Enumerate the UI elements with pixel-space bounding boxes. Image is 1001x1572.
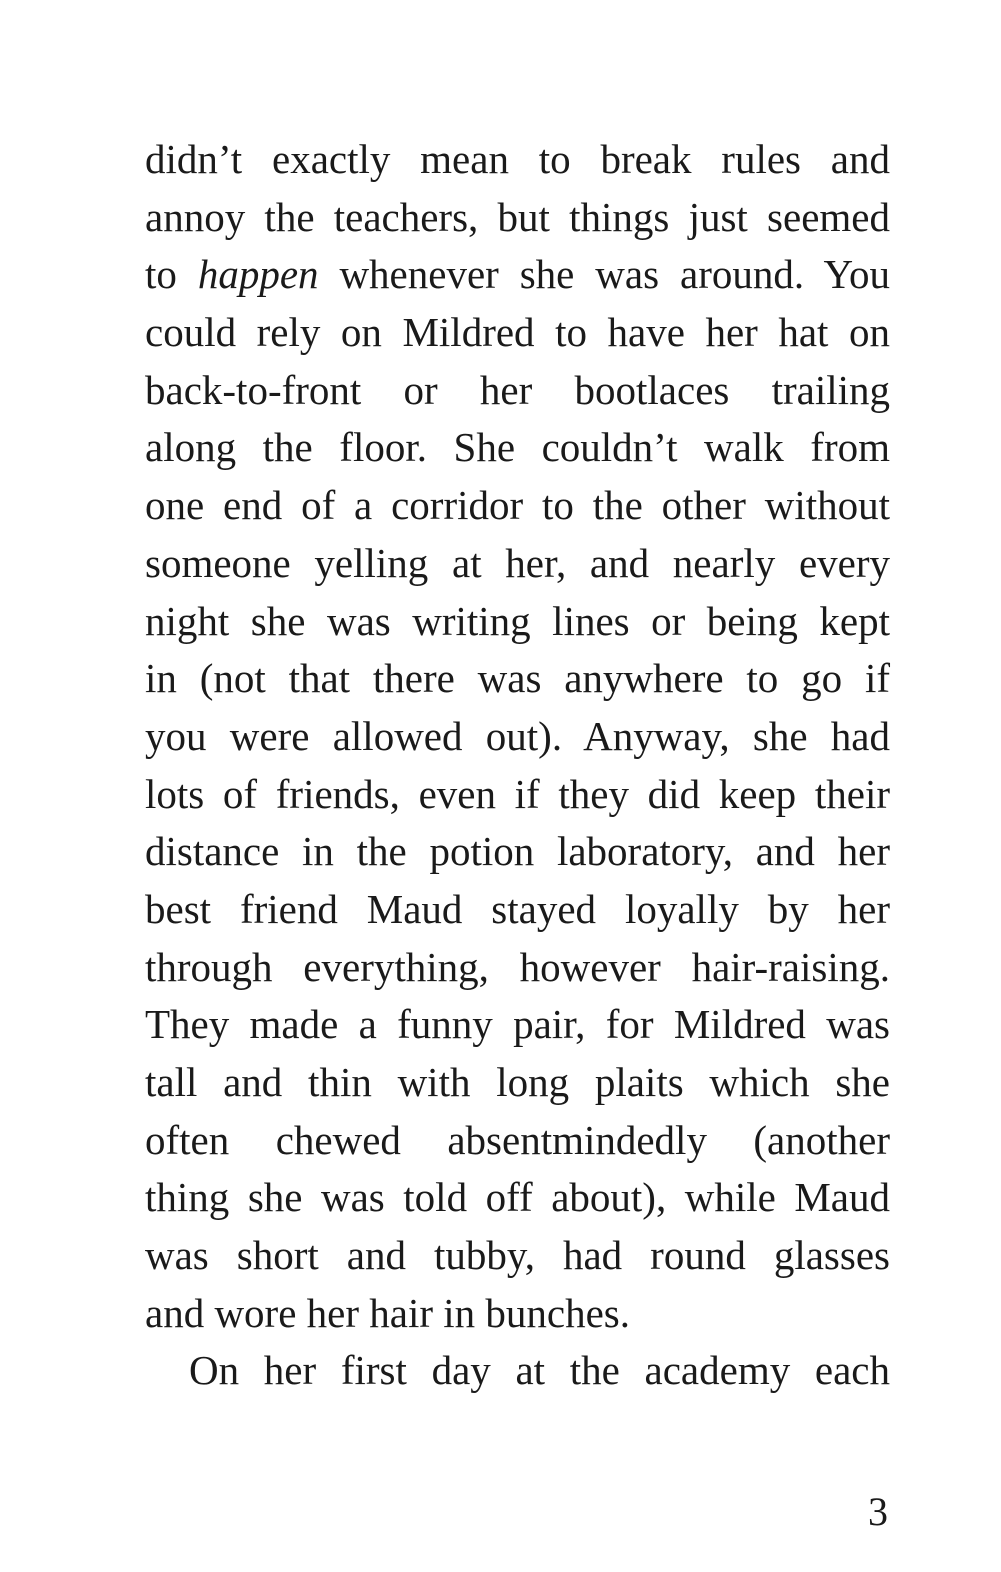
text-line-18: often chewed absentmindedly (another xyxy=(145,1116,890,1163)
text-line-10: in (not that there was anywhere to go if xyxy=(145,655,890,702)
italic-word: happen xyxy=(197,251,319,298)
text-line-3-end: whenever she was around. You xyxy=(318,251,890,298)
text-line-20: was short and tubby, had round glasses xyxy=(145,1232,890,1279)
text-line-22: On her first day at the academy each xyxy=(189,1347,890,1394)
text-line-17: tall and thin with long plaits which she xyxy=(145,1059,890,1105)
text-line-19: thing she was told off about), while Maud xyxy=(145,1174,890,1221)
text-line-2: annoy the teachers, but things just seemed xyxy=(145,193,890,240)
text-line-15: through everything, however hair-raising. xyxy=(145,943,890,990)
text-line-1: didn’t exactly mean to break rules and xyxy=(145,136,890,182)
text-line-7: one end of a corridor to the other without xyxy=(145,482,890,529)
text-line-8: someone yelling at her, and nearly every xyxy=(145,539,890,586)
text-line-4: could rely on Mildred to have her hat on xyxy=(145,309,890,356)
body-text xyxy=(145,131,890,1400)
text-line-6: along the floor. She couldn’t walk from xyxy=(145,424,890,471)
text-line-16: They made a funny pair, for Mildred was xyxy=(145,1001,890,1048)
text-line-11: you were allowed out). Anyway, she had xyxy=(145,712,890,759)
text-line-13: distance in the potion laboratory, and her xyxy=(145,828,890,875)
text-line-21: and wore her hair in bunches. xyxy=(145,1289,630,1336)
text-line-12: lots of friends, even if they did keep their xyxy=(145,770,890,817)
text-line-14: best friend Maud stayed loyally by her xyxy=(145,885,890,932)
text-line-3 xyxy=(145,246,890,304)
text-line-5: back-to-front or her bootlaces trailing xyxy=(145,366,890,413)
page-number: 3 xyxy=(868,1489,888,1534)
text-line-9: night she was writing lines or being kept xyxy=(145,597,890,644)
text-line-3-start: to xyxy=(145,251,198,298)
